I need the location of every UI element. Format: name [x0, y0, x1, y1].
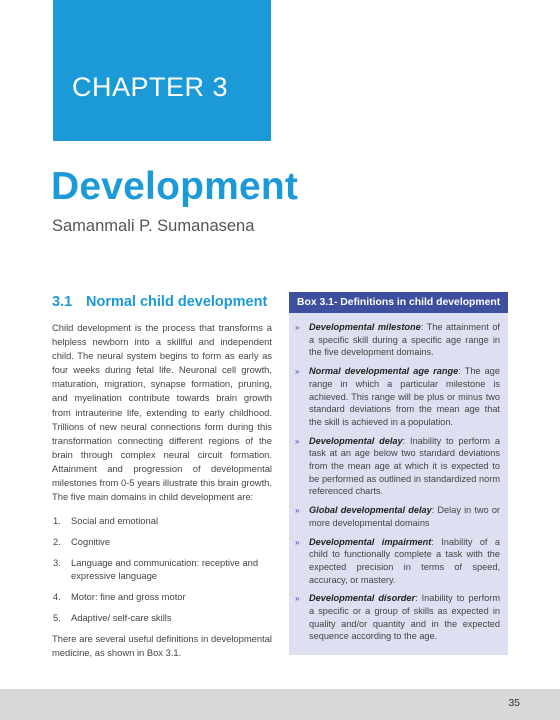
bullet-icon: » — [295, 594, 300, 604]
bullet-icon: » — [295, 367, 300, 377]
main-column — [52, 294, 272, 660]
definition-item — [295, 504, 500, 529]
list-item — [52, 611, 272, 624]
bullet-icon: » — [295, 537, 300, 547]
list-item — [52, 535, 272, 548]
footer-bar — [0, 689, 560, 720]
definition-item — [295, 592, 500, 643]
page-number: 35 — [508, 697, 520, 709]
bullet-icon: » — [295, 506, 300, 516]
definition-term: Developmental delay — [309, 435, 403, 446]
author-name: Samanmali P. Sumanasena — [52, 217, 255, 235]
definition-term: Normal developmental age range — [309, 366, 459, 377]
list-item-text: Motor: fine and gross motor — [71, 591, 186, 603]
definition-item — [295, 321, 500, 359]
list-item-text: Adaptive/ self-care skills — [71, 612, 172, 624]
closing-paragraph: There are several useful definitions in developmental medicine, as shown in Box 3.1. — [52, 633, 272, 659]
list-item — [52, 556, 272, 582]
definition-term: Developmental impairment — [309, 536, 432, 547]
section-heading — [52, 294, 272, 310]
chapter-label: CHAPTER 3 — [72, 72, 229, 102]
definition-text: : Inability to perform a specific or a group of skills as expected in quality and/or quantity and in the expected sequence according to the age. — [309, 593, 500, 642]
list-item-number: 3. — [53, 557, 61, 569]
definition-term: Global developmental delay — [309, 505, 432, 516]
definition-text: : Delay in two or more developmental domains — [309, 505, 500, 528]
definition-item — [295, 435, 500, 499]
list-item-text: Social and emotional — [71, 515, 159, 527]
page-title: Development — [51, 165, 299, 208]
definition-item — [295, 536, 500, 587]
bullet-icon: » — [295, 323, 300, 332]
bullet-icon: » — [295, 436, 300, 446]
definitions-list — [289, 313, 508, 643]
definitions-box — [289, 292, 508, 655]
domain-list — [52, 514, 272, 624]
list-item-number: 4. — [53, 591, 61, 603]
section-title: Normal child development — [86, 294, 268, 310]
list-item-number: 2. — [53, 536, 61, 548]
chapter-banner — [53, 0, 271, 141]
box-title: Box 3.1- Definitions in child development — [289, 292, 508, 313]
definition-text: : The attainment of a specific skill during a specific age range in the five development domains. — [309, 322, 500, 358]
list-item-text: Cognitive — [71, 536, 111, 548]
definition-text: : Inability of a child to functionally complete a task with the expected precision in terms of speed, accuracy, or mastery. — [309, 536, 500, 585]
list-item — [52, 590, 272, 603]
definition-text: : Inability to perform a task at an age below two standard deviations from the mean age at which it is expected to be performed as outlined in standardized norm referenced charts. — [309, 435, 500, 497]
list-item — [52, 514, 272, 527]
definition-term: Developmental disorder — [309, 593, 416, 604]
section-number: 3.1 — [52, 294, 73, 310]
definition-item — [295, 365, 500, 429]
intro-paragraph: Child development is the process that transforms a helpless newborn into a skillful and independent child. The neural system begins to form as early as four weeks during fetal life. Neuronal cell growth, maturation, migration, synapse formation, pruning, and myelination contribute towards brain growth from intrauterine life, extending to early childhood. Trillions of new neural connections form during this transformation connecting different regions of the brain through complex neural circuit formation. Attainment and progression of developmental milestones from 0-5 years illustrate this brain growth. The five main domains in child development are: — [52, 322, 272, 503]
definition-term: Developmental milestone — [309, 322, 421, 332]
definition-text: : The age range in which a particular milestone is achieved. This range will be plus or minus two standard deviations from the mean age that the skill is achieved in a population. — [309, 366, 500, 427]
list-item-number: 5. — [53, 612, 61, 624]
list-item-text: Language and communication: receptive and expressive language — [71, 557, 259, 582]
list-item-number: 1. — [53, 515, 61, 527]
